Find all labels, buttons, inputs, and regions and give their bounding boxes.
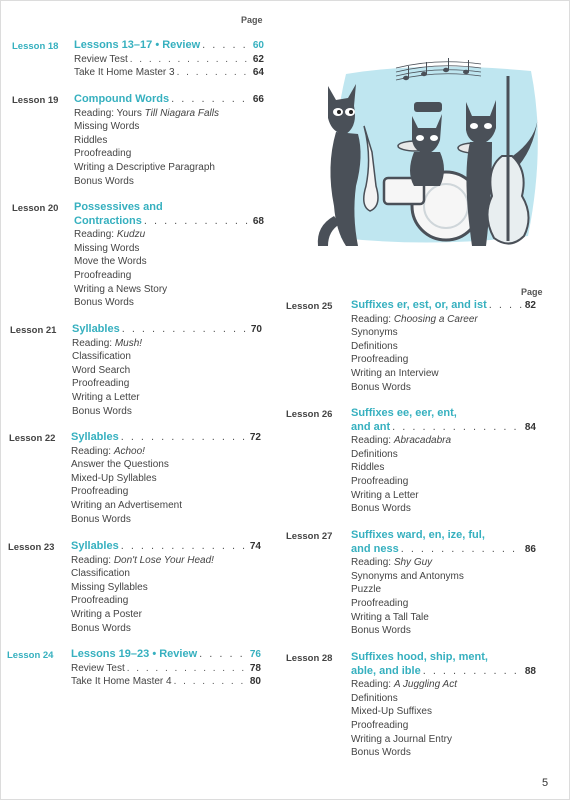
toc-entry-title[interactable]: Suffixes ee, eer, ent, (351, 407, 457, 419)
toc-subentry[interactable]: Missing Words (74, 121, 140, 133)
toc-subentry[interactable]: Writing a Poster (71, 608, 142, 620)
toc-subentry[interactable]: Definitions (351, 340, 398, 352)
toc-subentry[interactable]: Reading: Don't Lose Your Head! (71, 554, 214, 566)
toc-subentry[interactable]: Reading: Yours Till Niagara Falls (74, 107, 219, 119)
toc-subentry[interactable]: Writing an Interview (351, 367, 439, 379)
lesson-number: Lesson 28 (286, 653, 333, 664)
toc-subentry[interactable]: Bonus Words (71, 513, 131, 525)
lesson-number: Lesson 23 (8, 542, 55, 553)
jazz-cats-illustration (306, 56, 551, 251)
toc-subentry[interactable]: Bonus Words (351, 503, 411, 515)
toc-subentry[interactable]: Reading: Abracadabra (351, 435, 452, 447)
toc-subentry[interactable]: Word Search (72, 364, 131, 376)
toc-entry-title[interactable]: Syllables . . . 74 (71, 540, 261, 554)
toc-entry-title[interactable]: Syllables . . . 72 (71, 431, 261, 445)
toc-entry-title-cont[interactable]: and ant . . . 84 (351, 421, 536, 435)
toc-entry-title[interactable]: Lessons 19–23 • Review . . . 76 (71, 648, 261, 662)
toc-subentry[interactable]: Take It Home Master 4 . . . 80 (71, 675, 261, 689)
toc-subentry[interactable]: Bonus Words (74, 297, 134, 309)
toc-entry-title[interactable]: Lessons 13–17 • Review . . . 60 (74, 39, 264, 53)
toc-subentry[interactable]: Synonyms (351, 327, 398, 339)
toc-entry-title[interactable]: Suffixes hood, ship, ment, (351, 651, 488, 663)
toc-subentry[interactable]: Move the Words (74, 256, 147, 268)
lesson-number: Lesson 26 (286, 409, 333, 420)
toc-subentry[interactable]: Writing a Letter (72, 391, 140, 403)
toc-subentry[interactable]: Proofreading (71, 486, 129, 498)
toc-subentry[interactable]: Missing Words (74, 242, 140, 254)
toc-subentry[interactable]: Reading: Achoo! (71, 445, 145, 457)
page-number: 5 (542, 777, 549, 789)
toc-subentry[interactable]: Classification (71, 568, 130, 580)
toc-subentry[interactable]: Take It Home Master 3 . . . 64 (74, 66, 264, 80)
toc-subentry[interactable]: Proofreading (351, 597, 409, 609)
toc-subentry[interactable]: Answer the Questions (71, 459, 169, 471)
lesson-number: Lesson 20 (12, 203, 59, 214)
lesson-number: Lesson 24 (7, 650, 54, 661)
toc-subentry[interactable]: Mixed-Up Syllables (71, 472, 157, 484)
toc-entry-title[interactable]: Suffixes ward, en, ize, ful, (351, 529, 485, 541)
page-column-header-left: Page (241, 15, 263, 25)
toc-entry-title-cont[interactable]: and ness . . . 86 (351, 543, 536, 557)
page-column-header-right: Page (521, 287, 543, 297)
lesson-number: Lesson 21 (10, 325, 57, 336)
toc-subentry[interactable]: Proofreading (351, 475, 409, 487)
toc-entry-title[interactable]: Syllables . . . 70 (72, 323, 262, 337)
toc-subentry[interactable]: Writing a Letter (351, 489, 419, 501)
toc-subentry[interactable]: Review Test . . . 62 (74, 53, 264, 67)
toc-subentry[interactable]: Reading: Mush! (72, 337, 143, 349)
toc-subentry[interactable]: Proofreading (74, 148, 132, 160)
toc-subentry[interactable]: Definitions (351, 448, 398, 460)
toc-subentry[interactable]: Classification (72, 351, 131, 363)
toc-subentry[interactable]: Proofreading (72, 378, 130, 390)
toc-subentry[interactable]: Bonus Words (71, 622, 131, 634)
toc-subentry[interactable]: Reading: Choosing a Career (351, 313, 478, 325)
toc-subentry[interactable]: Proofreading (351, 354, 409, 366)
toc-subentry[interactable]: Writing a News Story (74, 283, 168, 295)
toc-subentry[interactable]: Reading: A Juggling Act (351, 679, 457, 691)
toc-subentry[interactable]: Writing a Descriptive Paragraph (74, 161, 215, 173)
lesson-number: Lesson 25 (286, 301, 333, 312)
toc-entry-title-cont[interactable]: Contractions . . . 68 (74, 215, 264, 229)
lesson-number: Lesson 27 (286, 531, 333, 542)
toc-entry-title[interactable]: Possessives and (74, 201, 163, 213)
toc-entry-title[interactable]: Suffixes er, est, or, and ist . . . 82 (351, 299, 536, 313)
toc-subentry[interactable]: Riddles (74, 134, 108, 146)
toc-subentry[interactable]: Definitions (351, 692, 398, 704)
toc-subentry[interactable]: Writing a Tall Tale (351, 611, 429, 623)
toc-subentry[interactable]: Reading: Kudzu (74, 229, 146, 241)
toc-subentry[interactable]: Proofreading (351, 719, 409, 731)
toc-subentry[interactable]: Bonus Words (351, 747, 411, 759)
toc-subentry[interactable]: Riddles (351, 462, 385, 474)
toc-subentry[interactable]: Proofreading (71, 595, 129, 607)
toc-subentry[interactable]: Bonus Words (72, 405, 132, 417)
toc-entry-title-cont[interactable]: able, and ible . . . 88 (351, 665, 536, 679)
toc-subentry[interactable]: Review Test . . . 78 (71, 662, 261, 676)
toc-subentry[interactable]: Puzzle (351, 584, 382, 596)
toc-subentry[interactable]: Writing an Advertisement (71, 499, 182, 511)
toc-subentry[interactable]: Proofreading (74, 269, 132, 281)
lesson-number: Lesson 19 (12, 95, 59, 106)
toc-subentry[interactable]: Bonus Words (351, 381, 411, 393)
toc-subentry[interactable]: Bonus Words (351, 625, 411, 637)
toc-entry-title[interactable]: Compound Words . . . 66 (74, 93, 264, 107)
lesson-number: Lesson 18 (12, 41, 59, 52)
toc-subentry[interactable]: Bonus Words (74, 175, 134, 187)
toc-subentry[interactable]: Mixed-Up Suffixes (351, 706, 432, 718)
toc-subentry[interactable]: Reading: Shy Guy (351, 557, 433, 569)
toc-subentry[interactable]: Synonyms and Antonyms (351, 570, 464, 582)
toc-subentry[interactable]: Missing Syllables (71, 581, 148, 593)
lesson-number: Lesson 22 (9, 433, 56, 444)
toc-subentry[interactable]: Writing a Journal Entry (351, 733, 452, 745)
